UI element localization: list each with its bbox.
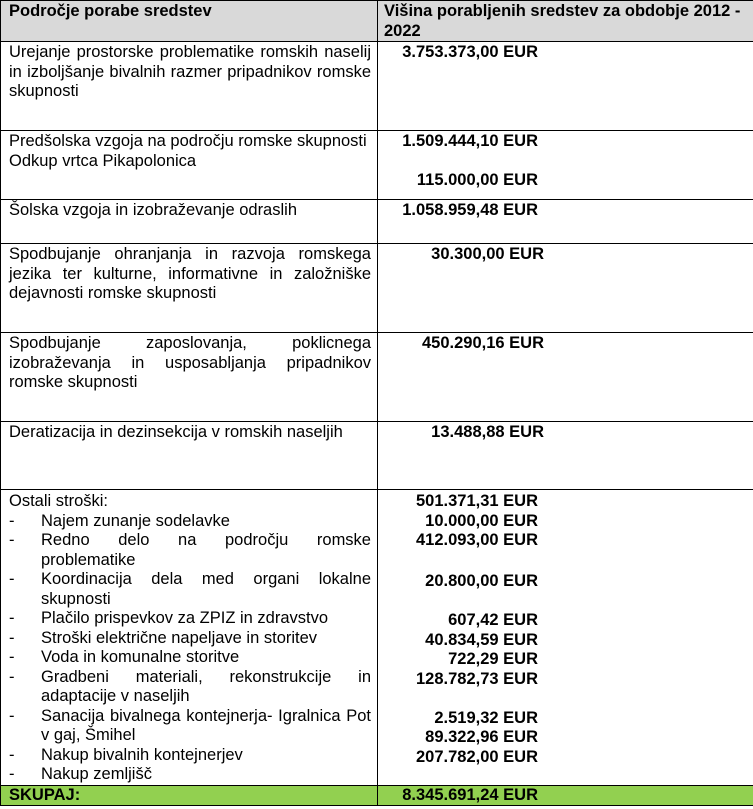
- table-row: [1, 200, 753, 244]
- table-header-row: [1, 1, 753, 42]
- list-item-label: Koordinacija dela med organi lokalne skupnosti: [41, 570, 371, 608]
- list-item-label: Plačilo prispevkov za ZPIZ in zdravstvo: [41, 609, 329, 627]
- row-label-text: Spodbujanje ohranjanja in razvoja romskega jezika ter kulturne, informativne in založniške dejavnosti romske skupnosti: [9, 245, 371, 302]
- row-label: [1, 333, 378, 422]
- amount-value: 207.782,00 EUR: [415, 747, 538, 766]
- list-item: [9, 570, 371, 609]
- list-item-label: Najem zunanje sodelavke: [41, 511, 230, 530]
- amount-value: 1.058.959,48 EUR: [402, 201, 538, 219]
- list-item: [9, 629, 371, 649]
- other-costs-amounts: [378, 490, 753, 786]
- amount-value: 1.509.444,10 EUR: [402, 132, 538, 150]
- list-item: [9, 648, 371, 668]
- table-row: [1, 42, 753, 131]
- list-item-label: Nakup zemljišč: [41, 765, 152, 783]
- amount-value: 722,29 EUR: [448, 650, 538, 668]
- amount-value: 30.300,00 EUR: [431, 245, 544, 263]
- row-label-text: Spodbujanje zaposlovanja, poklicnega izobraževanja in usposabljanja pripadnikov romske skupnosti: [9, 334, 371, 391]
- list-item: [9, 746, 371, 766]
- table-row: [1, 333, 753, 422]
- header-amount: Višina porabljenih sredstev za obdobje 2012 - 2022: [378, 1, 753, 42]
- bullet-dash: -: [9, 648, 15, 666]
- list-item: [9, 765, 371, 785]
- total-amount-value: 8.345.691,24 EUR: [402, 785, 538, 804]
- amount-value: 3.753.373,00 EUR: [402, 43, 538, 61]
- amount-value: 412.093,00 EUR: [415, 531, 538, 549]
- list-item: [9, 609, 371, 629]
- total-row: [1, 785, 753, 806]
- row-amount: [378, 422, 753, 490]
- total-amount: [378, 785, 753, 806]
- row-label: [1, 422, 378, 490]
- table-row: [1, 244, 753, 333]
- list-item: [9, 668, 371, 707]
- list-item-label: Gradbeni materiali, rekonstrukcije in adaptacije v naseljih: [41, 667, 371, 705]
- row-label-text: Odkup vrtca Pikapolonica: [9, 151, 197, 170]
- row-label: [1, 131, 378, 200]
- row-amount: [378, 42, 753, 131]
- amount-value: 13.488,88 EUR: [431, 423, 544, 441]
- list-item: [9, 707, 371, 746]
- amount-value: 40.834,59 EUR: [425, 630, 538, 649]
- bullet-dash: -: [9, 511, 15, 530]
- other-costs-title: Ostali stroški:: [9, 492, 109, 510]
- list-item-label: Voda in komunalne storitve: [41, 648, 240, 666]
- list-item: [9, 512, 371, 532]
- row-label: [1, 42, 378, 131]
- list-item-label: Stroški električne napeljave in storitev: [41, 628, 318, 647]
- bullet-dash: -: [9, 570, 15, 588]
- row-label-text: Deratizacija in dezinsekcija v romskih naseljih: [9, 423, 343, 441]
- table-row: [1, 422, 753, 490]
- header-area: Področje porabe sredstev: [1, 1, 378, 42]
- row-amount: [378, 333, 753, 422]
- row-amount: [378, 200, 753, 244]
- table-row-other-costs: [1, 490, 753, 786]
- total-label: SKUPAJ:: [1, 785, 378, 806]
- row-amount: [378, 131, 753, 200]
- amount-value: 128.782,73 EUR: [415, 669, 538, 688]
- bullet-dash: -: [9, 531, 15, 549]
- bullet-dash: -: [9, 765, 15, 783]
- row-label-text: Šolska vzgoja in izobraževanje odraslih: [9, 201, 297, 219]
- row-label: [1, 200, 378, 244]
- amount-value: 607,42 EUR: [448, 611, 538, 629]
- list-item-label: Nakup bivalnih kontejnerjev: [41, 745, 243, 764]
- amount-value: 10.000,00 EUR: [425, 511, 538, 530]
- amount-value: 20.800,00 EUR: [425, 572, 538, 590]
- bullet-dash: -: [9, 706, 15, 725]
- list-item-label: Redno delo na področju romske problematike: [41, 531, 371, 569]
- row-amount: [378, 244, 753, 333]
- table-row: [1, 131, 753, 200]
- list-item: [9, 531, 371, 570]
- row-label-text: Predšolska vzgoja na področju romske skupnosti: [9, 132, 367, 150]
- amount-value: 2.519,32 EUR: [434, 708, 538, 727]
- row-label-text: Urejanje prostorske problematike romskih naselij in izboljšanje bivalnih razmer pripadnikov romske skupnosti: [9, 43, 371, 100]
- list-item-label: Sanacija bivalnega kontejnerja- Igralnica Pot v gaj, Šmihel: [41, 706, 371, 744]
- bullet-dash: -: [9, 667, 15, 686]
- other-costs-label: [1, 490, 378, 786]
- row-label: [1, 244, 378, 333]
- bullet-dash: -: [9, 745, 15, 764]
- amount-value: 115.000,00 EUR: [416, 171, 538, 189]
- bullet-dash: -: [9, 628, 15, 647]
- bullet-dash: -: [9, 609, 15, 627]
- amount-value: 501.371,31 EUR: [415, 492, 538, 510]
- amount-value: 450.290,16 EUR: [421, 334, 544, 352]
- amount-value: 89.322,96 EUR: [425, 728, 538, 746]
